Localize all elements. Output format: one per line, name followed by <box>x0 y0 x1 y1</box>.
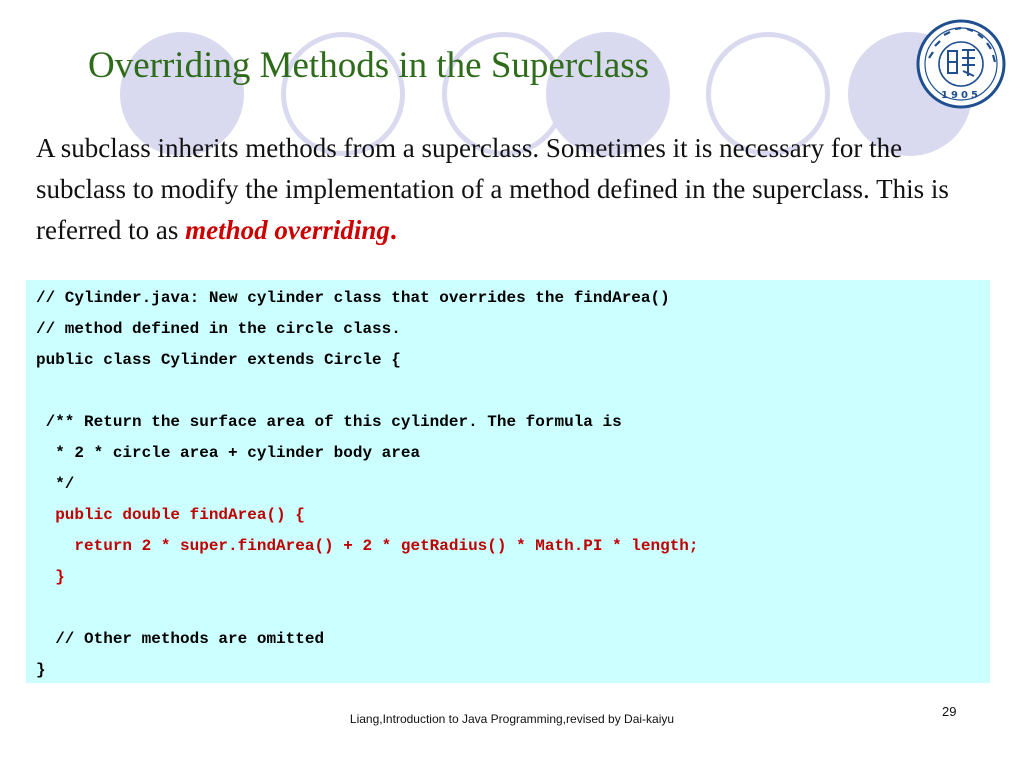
code-line-4 <box>36 376 990 407</box>
code-line-1: // Cylinder.java: New cylinder class that overrides the findArea() <box>36 289 670 307</box>
intro-text: A subclass inherits methods from a superclass. Sometimes it is necessary for the subclass to modify the implementation of a method defined in the superclass. This is referred to as <box>36 133 949 245</box>
code-line-7: */ <box>36 475 75 493</box>
code-line-12: // Other methods are omitted <box>36 630 325 648</box>
code-line-11 <box>36 593 990 624</box>
intro-period: . <box>389 215 397 245</box>
intro-paragraph <box>36 128 996 251</box>
code-line-2: // method defined in the circle class. <box>36 320 401 338</box>
code-line-13: } <box>36 661 46 679</box>
code-line-3: public class Cylinder extends Circle { <box>36 351 401 369</box>
code-line-5: /** Return the surface area of this cylinder. The formula is <box>36 413 622 431</box>
method-overriding-emphasis: method overriding <box>185 215 390 245</box>
page-number: 29 <box>942 704 957 719</box>
seal-year: 1905 <box>941 90 981 101</box>
code-line-6: * 2 * circle area + cylinder body area <box>36 444 421 462</box>
university-seal-logo <box>915 18 1007 110</box>
code-block <box>26 280 990 683</box>
code-line-8: public double findArea() { <box>36 506 305 524</box>
code-line-9: return 2 * super.findArea() + 2 * getRadius() * Math.PI * length; <box>36 537 699 555</box>
code-line-10: } <box>36 568 65 586</box>
slide-title: Overriding Methods in the Superclass <box>88 45 650 86</box>
slide-footer: Liang,Introduction to Java Programming,revised by Dai-kaiyu <box>349 712 675 726</box>
